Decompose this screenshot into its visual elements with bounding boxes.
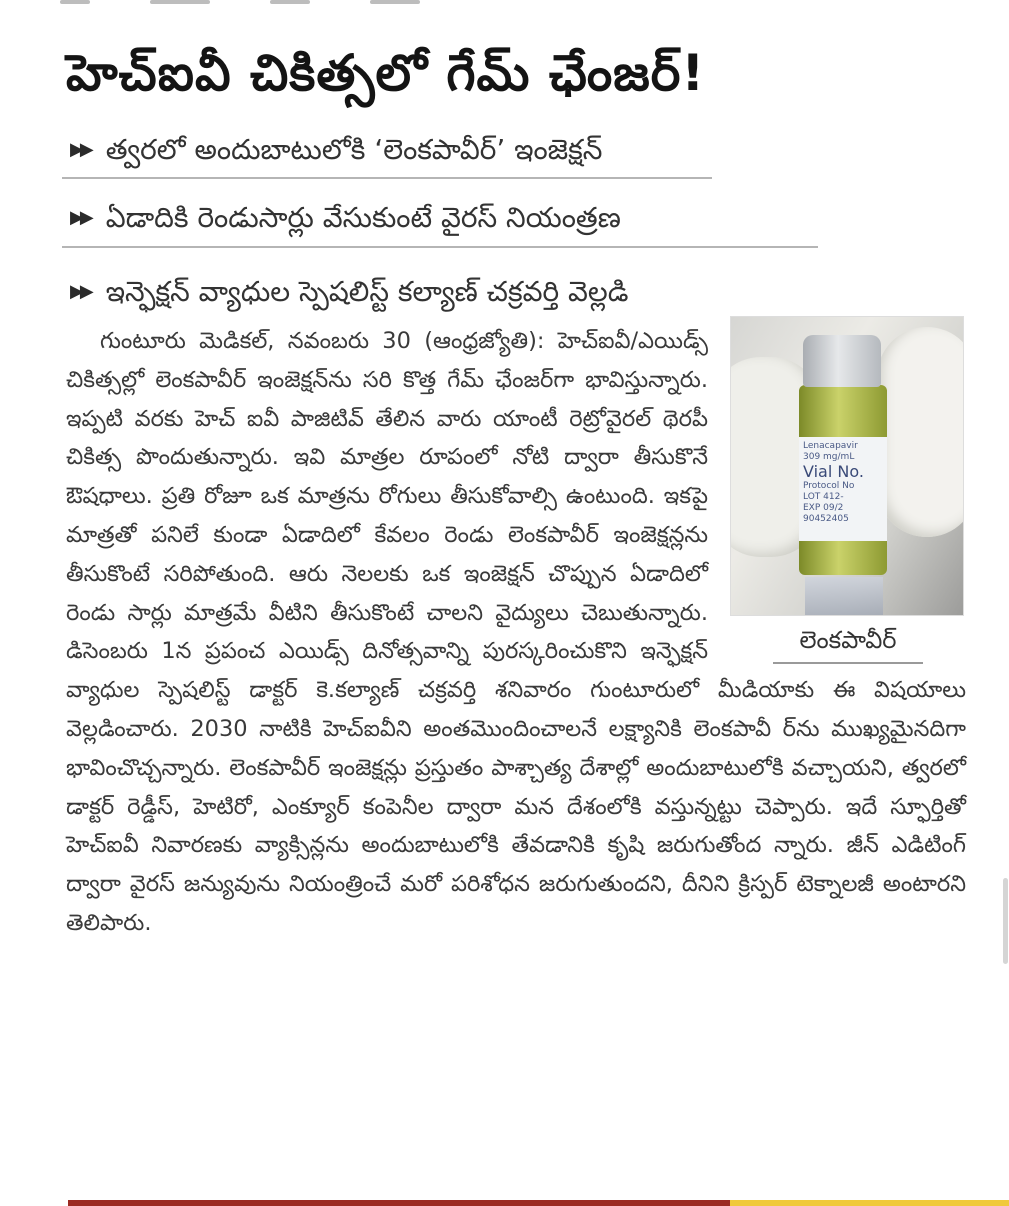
bottom-bar-yellow [730,1200,1009,1206]
caption-underline [773,662,923,664]
subhead-divider [62,246,818,248]
dateline: గుంటూరు మెడికల్, నవంబరు 30 (ఆంధ్రజ్యోతి): [100,328,545,354]
bottom-color-bar [68,1200,1009,1206]
photo-figure [730,316,966,668]
vial-label [799,437,887,541]
vial-label-line: EXP 09/2 [803,503,844,513]
vial-label-line: Protocol No [803,481,855,491]
subhead-2 [70,196,621,240]
vial-photo [730,316,964,616]
body-paragraph: హెచ్ఐవీ/ఎయిడ్స్ చికిత్సల్లో లెంకపావీర్ ఇంజెక్షన్‌ను సరి కొత్త గేమ్ ఛేంజర్‌గా భావిస్తున్నారు. ఇప్పటి వరకు హెచ్ ఐవీ పాజిటివ్ తేలిన వారు యాంటీ రెట్రోవైరల్ థెరపీ చికిత్స పొందుతున్నారు. ఇవి మాత్రల రూపంలో నోటి ద్వారా తీసుకొనే ఔషధాలు. ప్రతి రోజూ ఒక మాత్రను రోగులు తీసుకోవాల్సి ఉంటుంది. ఇకపై మాత్రతో పనిలే కుండా ఏడాదిలో కేవలం రెండు లెంకపావీర్ ఇంజెక్షన్లను తీసుకొంటే సరిపోతుంది. ఆరు నెలలకు ఒక ఇంజెక్షన్ చొప్పున ఏడాదిలో రెండు సార్లు మాత్రమే వీటిని తీసుకొంటే చాలని వైద్యులు చెబుతున్నారు. డిసెంబరు 1న ప్రపంచ ఎయిడ్స్ దినోత్సవాన్ని పురస్కరించుకొని ఇన్ఫెక్షన్ వ్యాధుల స్పెషలిస్ట్ డాక్టర్ కె.కల్యాణ్ చక్రవర్తి శనివారం గుంటూరులో మీడియాకు ఈ విషయాలు వెల్లడించారు. 2030 నాటికి హెచ్ఐవీని అంతమొందించాలనే లక్ష్యానికి లెంకపావీ ర్‌ను ముఖ్యమైనదిగా భావించొచ్చన్నారు. లెంకపావీర్ ఇంజెక్షన్లు ప్రస్తుతం పాశ్చాత్య దేశాల్లో అందుబాటులోకి వచ్చాయని, త్వరలో డాక్టర్ రెడ్డీస్, హెటిరో, ఎంక్యూర్ కంపెనీల ద్వారా మన దేశంలోకి వస్తున్నట్టు చెప్పారు. ఇదే స్ఫూర్తితో హెచ్ఐవీ నివారణకు వ్యాక్సిన్లను అందుబాటులోకి తేవడానికి కృషి జరుగుతోంద న్నారు. జీన్ ఎడిటింగ్ ద్వారా వైరస్ జన్యువును నియంత్రించే మరో పరిశోధన జరుగుతుందని, దీనిని క్రిస్పర్ టెక్నాలజీ అంటారని తెలిపారు. [66,328,966,936]
vial-label-line: 309 mg/mL [803,452,855,462]
glove-right [877,327,964,537]
vial-reflection [805,577,883,615]
subhead-divider [62,177,712,179]
double-chevron-right-icon: ▶▶ [70,281,90,302]
photo-caption: లెంకపావీర్ [799,626,897,654]
subhead-1 [70,128,602,172]
previous-article-cutoff [60,0,530,6]
article-body [66,322,966,943]
vertical-scrollbar[interactable] [1003,878,1008,964]
bottom-bar-red [68,1200,730,1206]
vial-cap [803,335,881,387]
article-headline: హెచ్ఐవీ చికిత్సలో గేమ్ ఛేంజర్! [66,44,706,102]
subhead-3 [70,270,628,314]
double-chevron-right-icon: ▶▶ [70,139,90,160]
vial-label-line: Lenacapavir [803,441,858,451]
subhead-text: త్వరలో అందుబాటులోకి ‘లెంకపావీర్’ ఇంజెక్షన్ [105,133,603,166]
vial-label-line: LOT 412- [803,492,844,502]
double-chevron-right-icon: ▶▶ [70,207,90,228]
vial-label-line: Vial No. [803,462,864,481]
vial-label-line: 90452405 [803,514,849,524]
subhead-text: ఇన్ఫెక్షన్ వ్యాధుల స్పెషలిస్ట్ కల్యాణ్ చక్రవర్తి వెల్లడి [105,275,629,308]
subhead-text: ఏడాదికి రెండుసార్లు వేసుకుంటే వైరస్ నియంత్రణ [105,201,621,234]
